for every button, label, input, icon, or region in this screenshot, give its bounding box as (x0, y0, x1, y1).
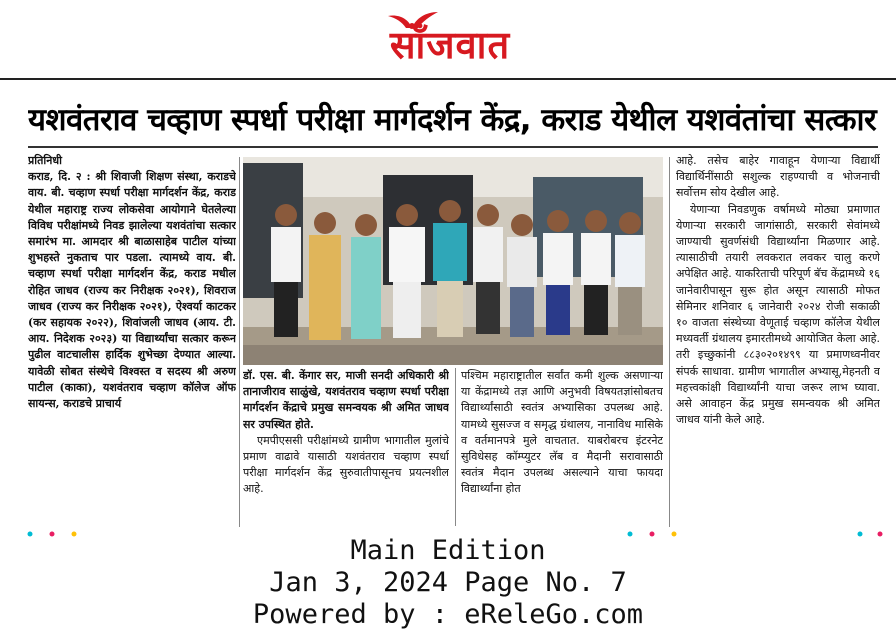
group-photo-image (243, 157, 663, 365)
newspaper-logo (330, 8, 570, 72)
article-paragraph: पश्चिम महाराष्ट्रातील सर्वांत कमी शुल्क असणाऱ्या या केंद्रामध्ये तज्ञ आणि अनुभवी विषयतज्ञांसोबतच विद्यार्थ्यांसाठी स्वतंत्र अभ्यासिका उपलब्ध आहे. यामध्ये सुसज्ज व समृद्ध ग्रंथालय, नानाविध मासिके व वर्तमानपत्रे मुले वाचतात. याबरोबरच इंटरनेट सुविधेसह कॉम्प्युटर लॅब व मैदानी सरावासाठी स्वतंत्र मैदान उपलब्ध असल्याने याचा फायदा विद्यार्थ्यांना होत (461, 369, 663, 496)
article-column-3 (461, 368, 663, 528)
article-headline: यशवंतराव चव्हाण स्पर्धा परीक्षा मार्गदर्शन केंद्र, कराड येथील यशवंतांचा सत्कार (28, 102, 877, 138)
column-divider (239, 157, 240, 527)
logo-text: साँजवात (389, 22, 511, 67)
event-photo (243, 157, 663, 365)
headline-rule (28, 146, 878, 148)
article-paragraph: कराड, दि. २ : श्री शिवाजी शिक्षण संस्था, कराडचे वाय. बी. चव्हाण स्पर्धा परीक्षा मार्गदर्शन केंद्र, कराड येथील महाराष्ट्र राज्य लोकसेवा आयोगाने घेतलेल्या विविध परीक्षांमध्ये निवड झालेल्या यशवंतांचा सत्कार समारंभ मा. आमदार श्री बाळासाहेब पाटील यांच्या शुभहस्ते नुकताच पार पडला. त्यामध्ये वाय. बी. चव्हाण स्पर्धा परीक्षा मार्गदर्शन केंद्र, कराड मधील रोहित जाधव (राज्य कर निरीक्षक २०२१), शिवराज जाधव (राज्य कर निरीक्षक २०२१), ऐश्वर्या काटकर (कर सहायक २०२२), शिवांजली जाधव (आय. टी. आय. निदेशक २०२३) या विद्यार्थ्यांचा सत्कार करून पुढील वाटचालीस हार्दिक शुभेच्छा देण्यात आल्या. यावेळी सोबत संस्थेचे विश्वस्त व सदस्य श्री अरुण पाटील (काका), यशवंतराव चव्हाण कॉलेज ऑफ सायन्स, कराडचे प्राचार्य (28, 170, 236, 411)
column-divider (669, 157, 670, 527)
article-paragraph: एमपीएससी परीक्षांमध्ये ग्रामीण भागातील मुलांचे प्रमाण वाढावे यासाठी यशवंतराव चव्हाण स्पर्धा परीक्षा मार्गदर्शन केंद्र सुरुवातीपासूनच प्रयत्नशील आहे. (243, 433, 449, 496)
powered-by-label: Powered by : eReleGo.com (252, 599, 644, 630)
masthead-rule (0, 78, 896, 80)
byline: प्रतिनिधी (28, 154, 62, 167)
article-paragraph: डॉ. एस. बी. केंगार सर, माजी सनदी अधिकारी श्री तानाजीराव साळुंखे, यशवंतराव चव्हाण स्पर्धा परीक्षा मार्गदर्शन केंद्राचे प्रमुख समन्वयक श्री अमित जाधव सर उपस्थित होते. (243, 369, 449, 431)
article-column-1 (28, 153, 236, 528)
article-column-2 (243, 368, 449, 528)
article-column-4 (676, 153, 880, 528)
article-paragraph: येणाऱ्या निवडणुक वर्षामध्ये मोठ्या प्रमाणात येणाऱ्या सरकारी जागांसाठी, सरकारी सेवांमध्ये जाण्याची सुवर्णसंधी विद्यार्थ्यांना मिळणार आहे. त्यासाठीची तयारी लवकरात लवकर चालु करणे अपेक्षित आहे. याकरिताची परिपूर्ण बॅच केंद्रामध्ये १६ जानेवारीपासून सुरू होत असून त्यासाठी मोफत सेमिनार शनिवार ६ जानेवारी २०२४ रोजी सकाळी १० वाजता संस्थेच्या वेणूताई चव्हाण कॉलेज येथील मध्यवर्ती ग्रंथालय इमारतीमध्ये आयोजित केला आहे. तरी इच्छुकांनी ८८३०२०१४९९ या प्रमाणध्वनीवर संपर्क साधावा. ग्रामीण भागातील अभ्यासू,मेहनती व महत्त्वकांक्षी विद्यार्थ्यांनी याचा जरूर लाभ घ्यावा. असे आवाहन केंद्र प्रमुख समन्वयक श्री अमित जाधव यांनी केले आहे. (676, 202, 880, 427)
date-page-label: Jan 3, 2024 Page No. 7 (269, 567, 627, 598)
edition-label: Main Edition (350, 535, 546, 566)
article-paragraph: आहे. तसेच बाहेर गावाहून येणाऱ्या विद्यार्थी विद्यार्थिनींसाठी सशुल्क राहण्याची व भोजनाची सर्वोत्तम सोय देखील आहे. (676, 154, 880, 200)
column-divider (455, 368, 456, 526)
masthead (0, 0, 896, 76)
